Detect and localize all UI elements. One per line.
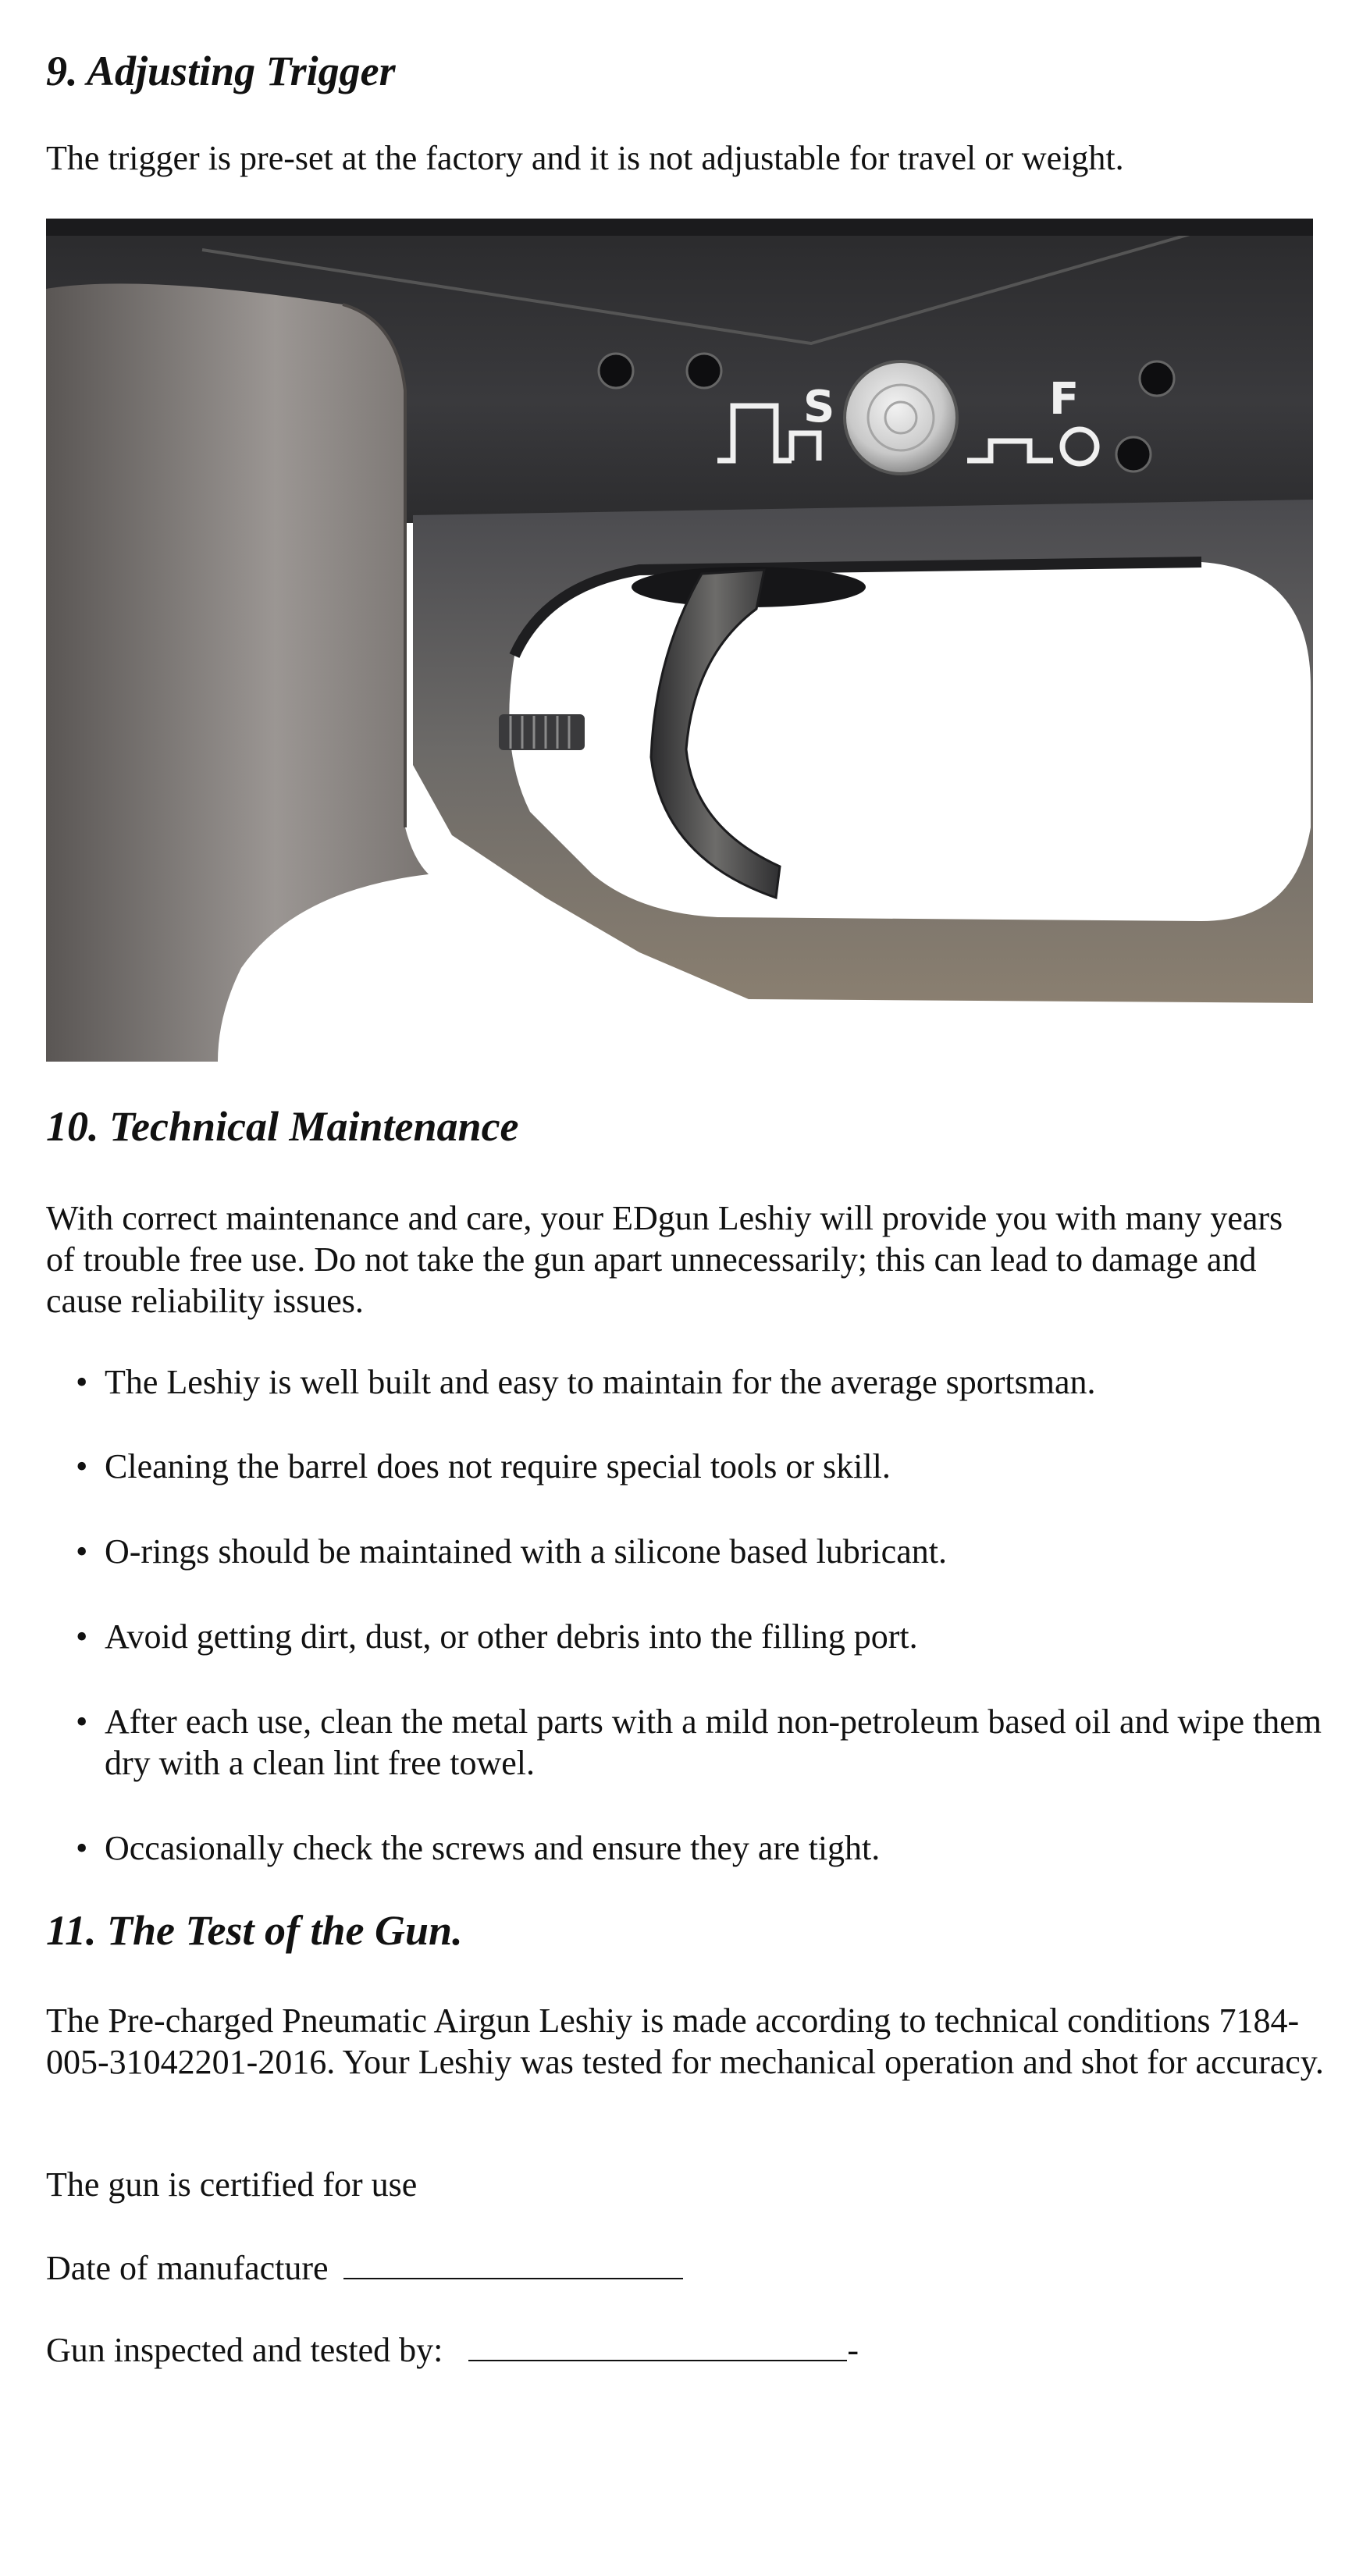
grip-stock (46, 283, 429, 1062)
trigger-photo (46, 219, 1313, 1062)
fire-label: F (1049, 374, 1080, 425)
date-of-manufacture-line (46, 2247, 1342, 2289)
list-item: • The Leshiy is well built and easy to maintain for the average sportsman. (46, 1361, 1354, 1403)
list-item: • Occasionally check the screws and ensure they are tight. (46, 1827, 1354, 1869)
inspected-label: Gun inspected and tested by: (46, 2331, 443, 2369)
section-11-heading: 11. The Test of the Gun. (46, 1907, 463, 1954)
safety-button (845, 361, 957, 474)
section-11-body: The Pre-charged Pneumatic Airgun Leshiy is made according to technical conditions 7184-005-31042201-2016. Your Leshiy was tested for mechanical operation and shot for accuracy. (46, 2001, 1324, 2081)
list-item: • After each use, clean the metal parts with a mild non-petroleum based oil and wipe them dry with a clean lint free towel. (46, 1701, 1354, 1784)
trigger-guard-opening (509, 562, 1311, 921)
section-9-body: The trigger is pre-set at the factory and it is not adjustable for travel or weight. (46, 139, 1124, 177)
safe-label: S (803, 382, 835, 432)
date-label: Date of manufacture (46, 2249, 329, 2287)
certified-text: The gun is certified for use (46, 2165, 418, 2204)
section-10-intro: With correct maintenance and care, your EDgun Leshiy will provide you with many years of trouble free use. Do not take the gun apart unnecessarily; this can lead to damage and cause reliability issues. (46, 1199, 1283, 1320)
date-blank[interactable] (343, 2247, 683, 2279)
inspected-by-line (46, 2329, 1342, 2371)
list-item: • Avoid getting dirt, dust, or other debris into the filling port. (46, 1616, 1354, 1657)
inspected-suffix: - (847, 2331, 859, 2369)
list-item: • O-rings should be maintained with a silicone based lubricant. (46, 1531, 1354, 1572)
section-9-heading: 9. Adjusting Trigger (46, 48, 396, 94)
section-10-heading: 10. Technical Maintenance (46, 1103, 519, 1150)
inspector-blank[interactable] (468, 2329, 847, 2361)
list-item: • Cleaning the barrel does not require special tools or skill. (46, 1446, 1354, 1487)
